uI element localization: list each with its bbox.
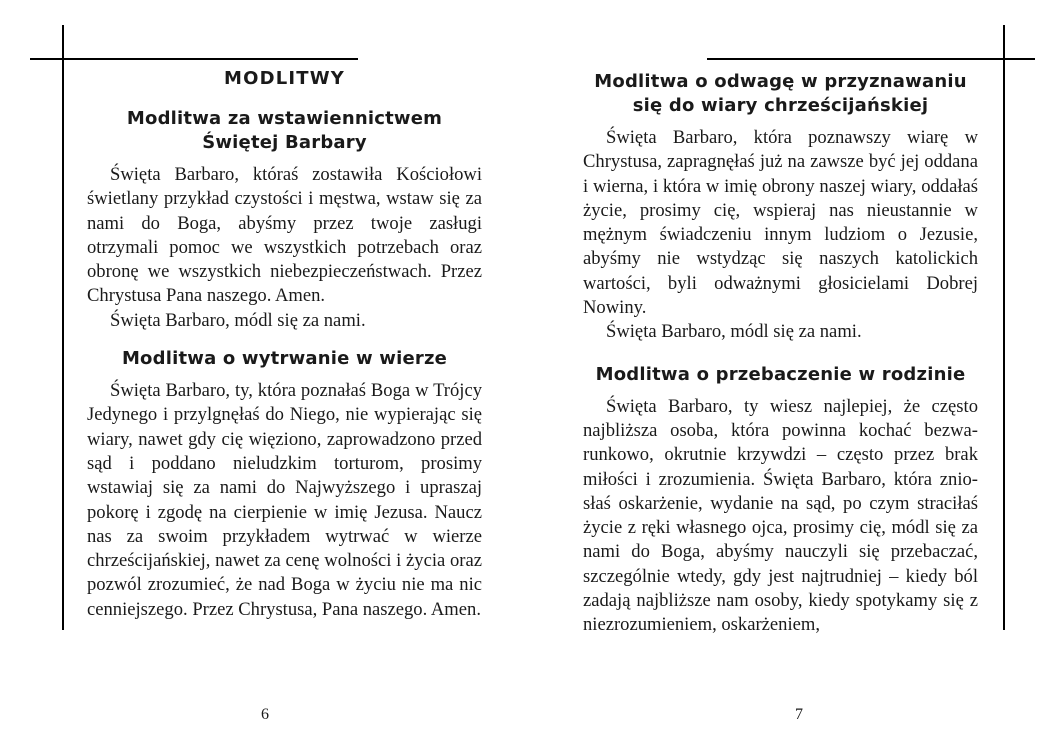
page-heading: MODLITWY: [223, 68, 346, 89]
section-title: Modlitwa o wytrwanie w wierze: [121, 348, 448, 370]
crop-mark-right-vertical: [1003, 25, 1005, 630]
prayer-text: Święta Barbaro, która poznawszy wiarę w Chrystusa, zapragnęłaś już na zawsze być jej oddana i wierna, i która w imię obrony naszej wiary, oddałaś życie, prosimy cię, wspieraj nas nieustannie w mężnym świadczeniu innym ludziom o Jezusie, abyśmy nie wstydząc się naszych katolickich wartości, byli odważnymi głosicielami Dobrej Nowiny.: [583, 127, 978, 319]
page-number-left: 6: [261, 706, 269, 723]
right-page: [583, 70, 978, 638]
crop-mark-right-horizontal: [707, 58, 1035, 60]
crop-mark-left-vertical: [62, 25, 64, 630]
invocation: Święta Barbaro, módl się za nami.: [110, 309, 366, 331]
prayer-text: Święta Barbaro, któraś zostawiła Kościołowi świetlany przykład czystości i męstwa, wstaw się za nami do Boga, abyśmy przez twoje zasługi otrzymali pomoc we wszystkich potrzebach oraz obronę we wszystkich niebezpieczeństwach. Przez Chrystusa Pana naszego. Amen.: [87, 164, 482, 307]
prayer-text: Święta Barbaro, ty wiesz najlepiej, że często najbliższa osoba, która powinna kochać bezwarunkowo, okrutnie krzywdzi – często przez brak miłości i zrozumienia. Święta Barbaro, która zniosłaś oskarżenie, wydanie na sąd, po czym straciłaś życie z ręki własnego ojca, prosimy cię, módl się za nami do Boga, abyśmy nauczyli się przebaczać, szczególnie wtedy, gdy jest najtrudniej – kiedy ból zadają najbliższe nam osoby, kiedy spotykamy się z niezrozumieniem, oskarżeniem,: [583, 395, 978, 636]
crop-mark-left-horizontal: [30, 58, 358, 60]
section-title: Modlitwa o przebaczenie w rodzinie: [595, 363, 966, 385]
section-title: Modlitwa za wstawiennictwem Świętej Barbary: [126, 108, 443, 153]
invocation: Święta Barbaro, módl się za nami.: [606, 321, 862, 343]
left-page: [87, 62, 482, 622]
page-number-right: 7: [795, 706, 803, 723]
prayer-text: Święta Barbaro, ty, która poznałaś Boga w Trójcy Jedynego i przylgnęłaś do Niego, nie wypierając się wiary, nawet gdy cię więziono, zaprowadzono przed sąd i poddano nieludzkim torturom, prosimy wstawiaj się za nami do Najwyższego i upraszaj pokorę i zgodę na cierpienie w imię Jezusa. Naucz nas za swoim przykładem wytrwać w wierze chrześcijańskiej, nawet za cenę wolności i życia oraz pozwól zrozumieć, że nad Boga w życiu nie ma nic cenniejszego. Przez Chrystusa, Pana naszego. Amen.: [87, 380, 482, 620]
section-title: Modlitwa o odwagę w przyznawaniu się do wiary chrześcijańskiej: [594, 71, 967, 116]
